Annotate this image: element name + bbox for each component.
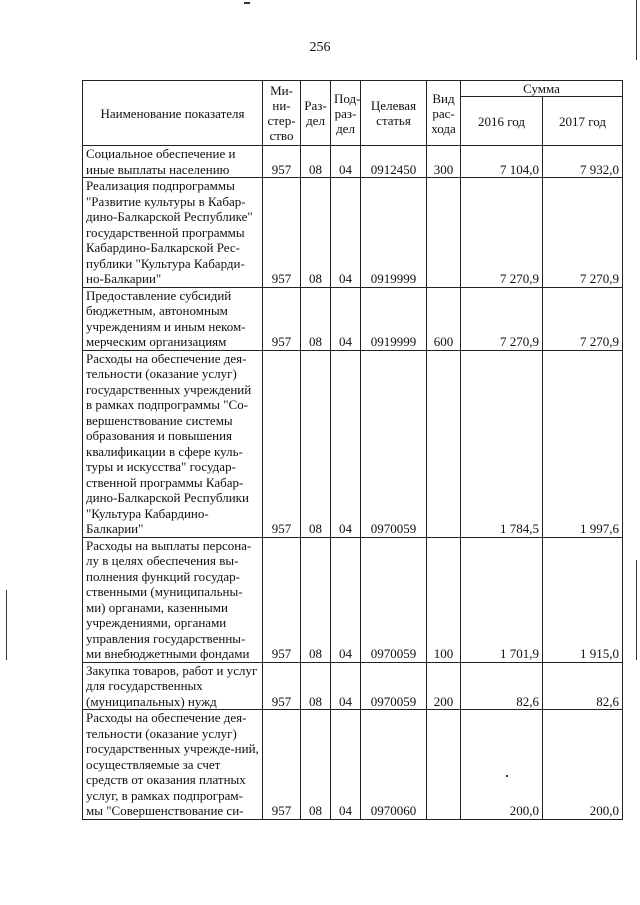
- row-year-2017: 7 270,9: [543, 287, 623, 350]
- scan-mark: [244, 2, 250, 4]
- row-name: Закупка товаров, работ и услуг для государственных (муниципальных) нужд: [83, 662, 263, 710]
- header-ministry: Ми-ни-стер-ство: [263, 81, 301, 146]
- header-section: Раз-дел: [301, 81, 331, 146]
- row-subsection: 04: [331, 710, 361, 820]
- row-name: Реализация подпрограммы "Развитие культуры в Кабар-дино-Балкарской Республике" государственной программы Кабардино-Балкарской Рес-публики "Культура Кабарди-но-Балкарии": [83, 178, 263, 288]
- row-year-2017: 200,0: [543, 710, 623, 820]
- header-target: Целевая статья: [361, 81, 427, 146]
- row-ministry: 957: [263, 710, 301, 820]
- row-section: 08: [301, 710, 331, 820]
- row-year-2017: 1 997,6: [543, 350, 623, 537]
- row-name: Расходы на выплаты персона-лу в целях обеспечения вы-полнения функций государ-ственными (муниципальны-ми) органами, казенными учреждениями, органами управления государственны-ми внебюджетными фондами: [83, 537, 263, 662]
- row-expense-type: 600: [427, 287, 461, 350]
- row-target: 0970059: [361, 350, 427, 537]
- row-ministry: 957: [263, 537, 301, 662]
- row-year-2016: 200,0: [461, 710, 543, 820]
- header-year-2017: 2017 год: [543, 97, 623, 146]
- table-row: [83, 710, 623, 820]
- row-name: Предоставление субсидий бюджетным, автономным учреждениям и иным неком-мерческим организациям: [83, 287, 263, 350]
- scan-edge-line: [636, 560, 637, 660]
- row-name: Социальное обеспечение и иные выплаты населению: [83, 146, 263, 178]
- row-year-2016: 7 270,9: [461, 287, 543, 350]
- row-subsection: 04: [331, 146, 361, 178]
- row-name: Расходы на обеспечение дея-тельности (оказание услуг) государственных учрежде-ний, осуществляемые за счет средств от оказания платных услуг, в рамках подпрограм-мы "Совершенствование си-: [83, 710, 263, 820]
- row-section: 08: [301, 350, 331, 537]
- row-year-2016: 7 104,0: [461, 146, 543, 178]
- table-header-row: [83, 81, 623, 97]
- page-number: 256: [309, 40, 331, 55]
- row-expense-type: 300: [427, 146, 461, 178]
- row-expense-type: 100: [427, 537, 461, 662]
- row-expense-type: [427, 710, 461, 820]
- row-year-2017: 1 915,0: [543, 537, 623, 662]
- row-expense-type: [427, 350, 461, 537]
- table-row: [83, 662, 623, 710]
- row-section: 08: [301, 178, 331, 288]
- row-ministry: 957: [263, 146, 301, 178]
- row-year-2016: 7 270,9: [461, 178, 543, 288]
- row-year-2017: 82,6: [543, 662, 623, 710]
- row-subsection: 04: [331, 350, 361, 537]
- row-subsection: 04: [331, 178, 361, 288]
- row-section: 08: [301, 662, 331, 710]
- row-year-2016: 1 784,5: [461, 350, 543, 537]
- row-ministry: 957: [263, 662, 301, 710]
- row-target: 0912450: [361, 146, 427, 178]
- row-expense-type: [427, 178, 461, 288]
- header-name: Наименование показателя: [83, 81, 263, 146]
- row-ministry: 957: [263, 178, 301, 288]
- header-sum: Сумма: [461, 81, 623, 97]
- table-row: [83, 537, 623, 662]
- row-ministry: 957: [263, 287, 301, 350]
- row-section: 08: [301, 146, 331, 178]
- table-row: [83, 146, 623, 178]
- row-year-2017: 7 270,9: [543, 178, 623, 288]
- row-section: 08: [301, 537, 331, 662]
- row-expense-type: 200: [427, 662, 461, 710]
- row-name: Расходы на обеспечение дея-тельности (оказание услуг) государственных учреждений в рамках подпрограммы "Со-вершенствование системы образования и повышения квалификации в сфере куль-туры и искусства" государ-ственной программы Кабар-дино-Балкарской Республики "Культура Кабардино-Балкарии": [83, 350, 263, 537]
- row-target: 0970060: [361, 710, 427, 820]
- row-target: 0919999: [361, 178, 427, 288]
- row-year-2017: 7 932,0: [543, 146, 623, 178]
- row-ministry: 957: [263, 350, 301, 537]
- row-year-2016: 82,6: [461, 662, 543, 710]
- header-subsection: Под-раз-дел: [331, 81, 361, 146]
- budget-table: [82, 80, 623, 820]
- row-year-2016: 1 701,9: [461, 537, 543, 662]
- row-target: 0919999: [361, 287, 427, 350]
- row-target: 0970059: [361, 662, 427, 710]
- table-row: [83, 178, 623, 288]
- row-section: 08: [301, 287, 331, 350]
- header-year-2016: 2016 год: [461, 97, 543, 146]
- table-row: [83, 350, 623, 537]
- row-subsection: 04: [331, 662, 361, 710]
- table-row: [83, 287, 623, 350]
- row-subsection: 04: [331, 537, 361, 662]
- scan-edge-line: [6, 590, 7, 660]
- row-subsection: 04: [331, 287, 361, 350]
- row-target: 0970059: [361, 537, 427, 662]
- header-expense-type: Вид рас-хода: [427, 81, 461, 146]
